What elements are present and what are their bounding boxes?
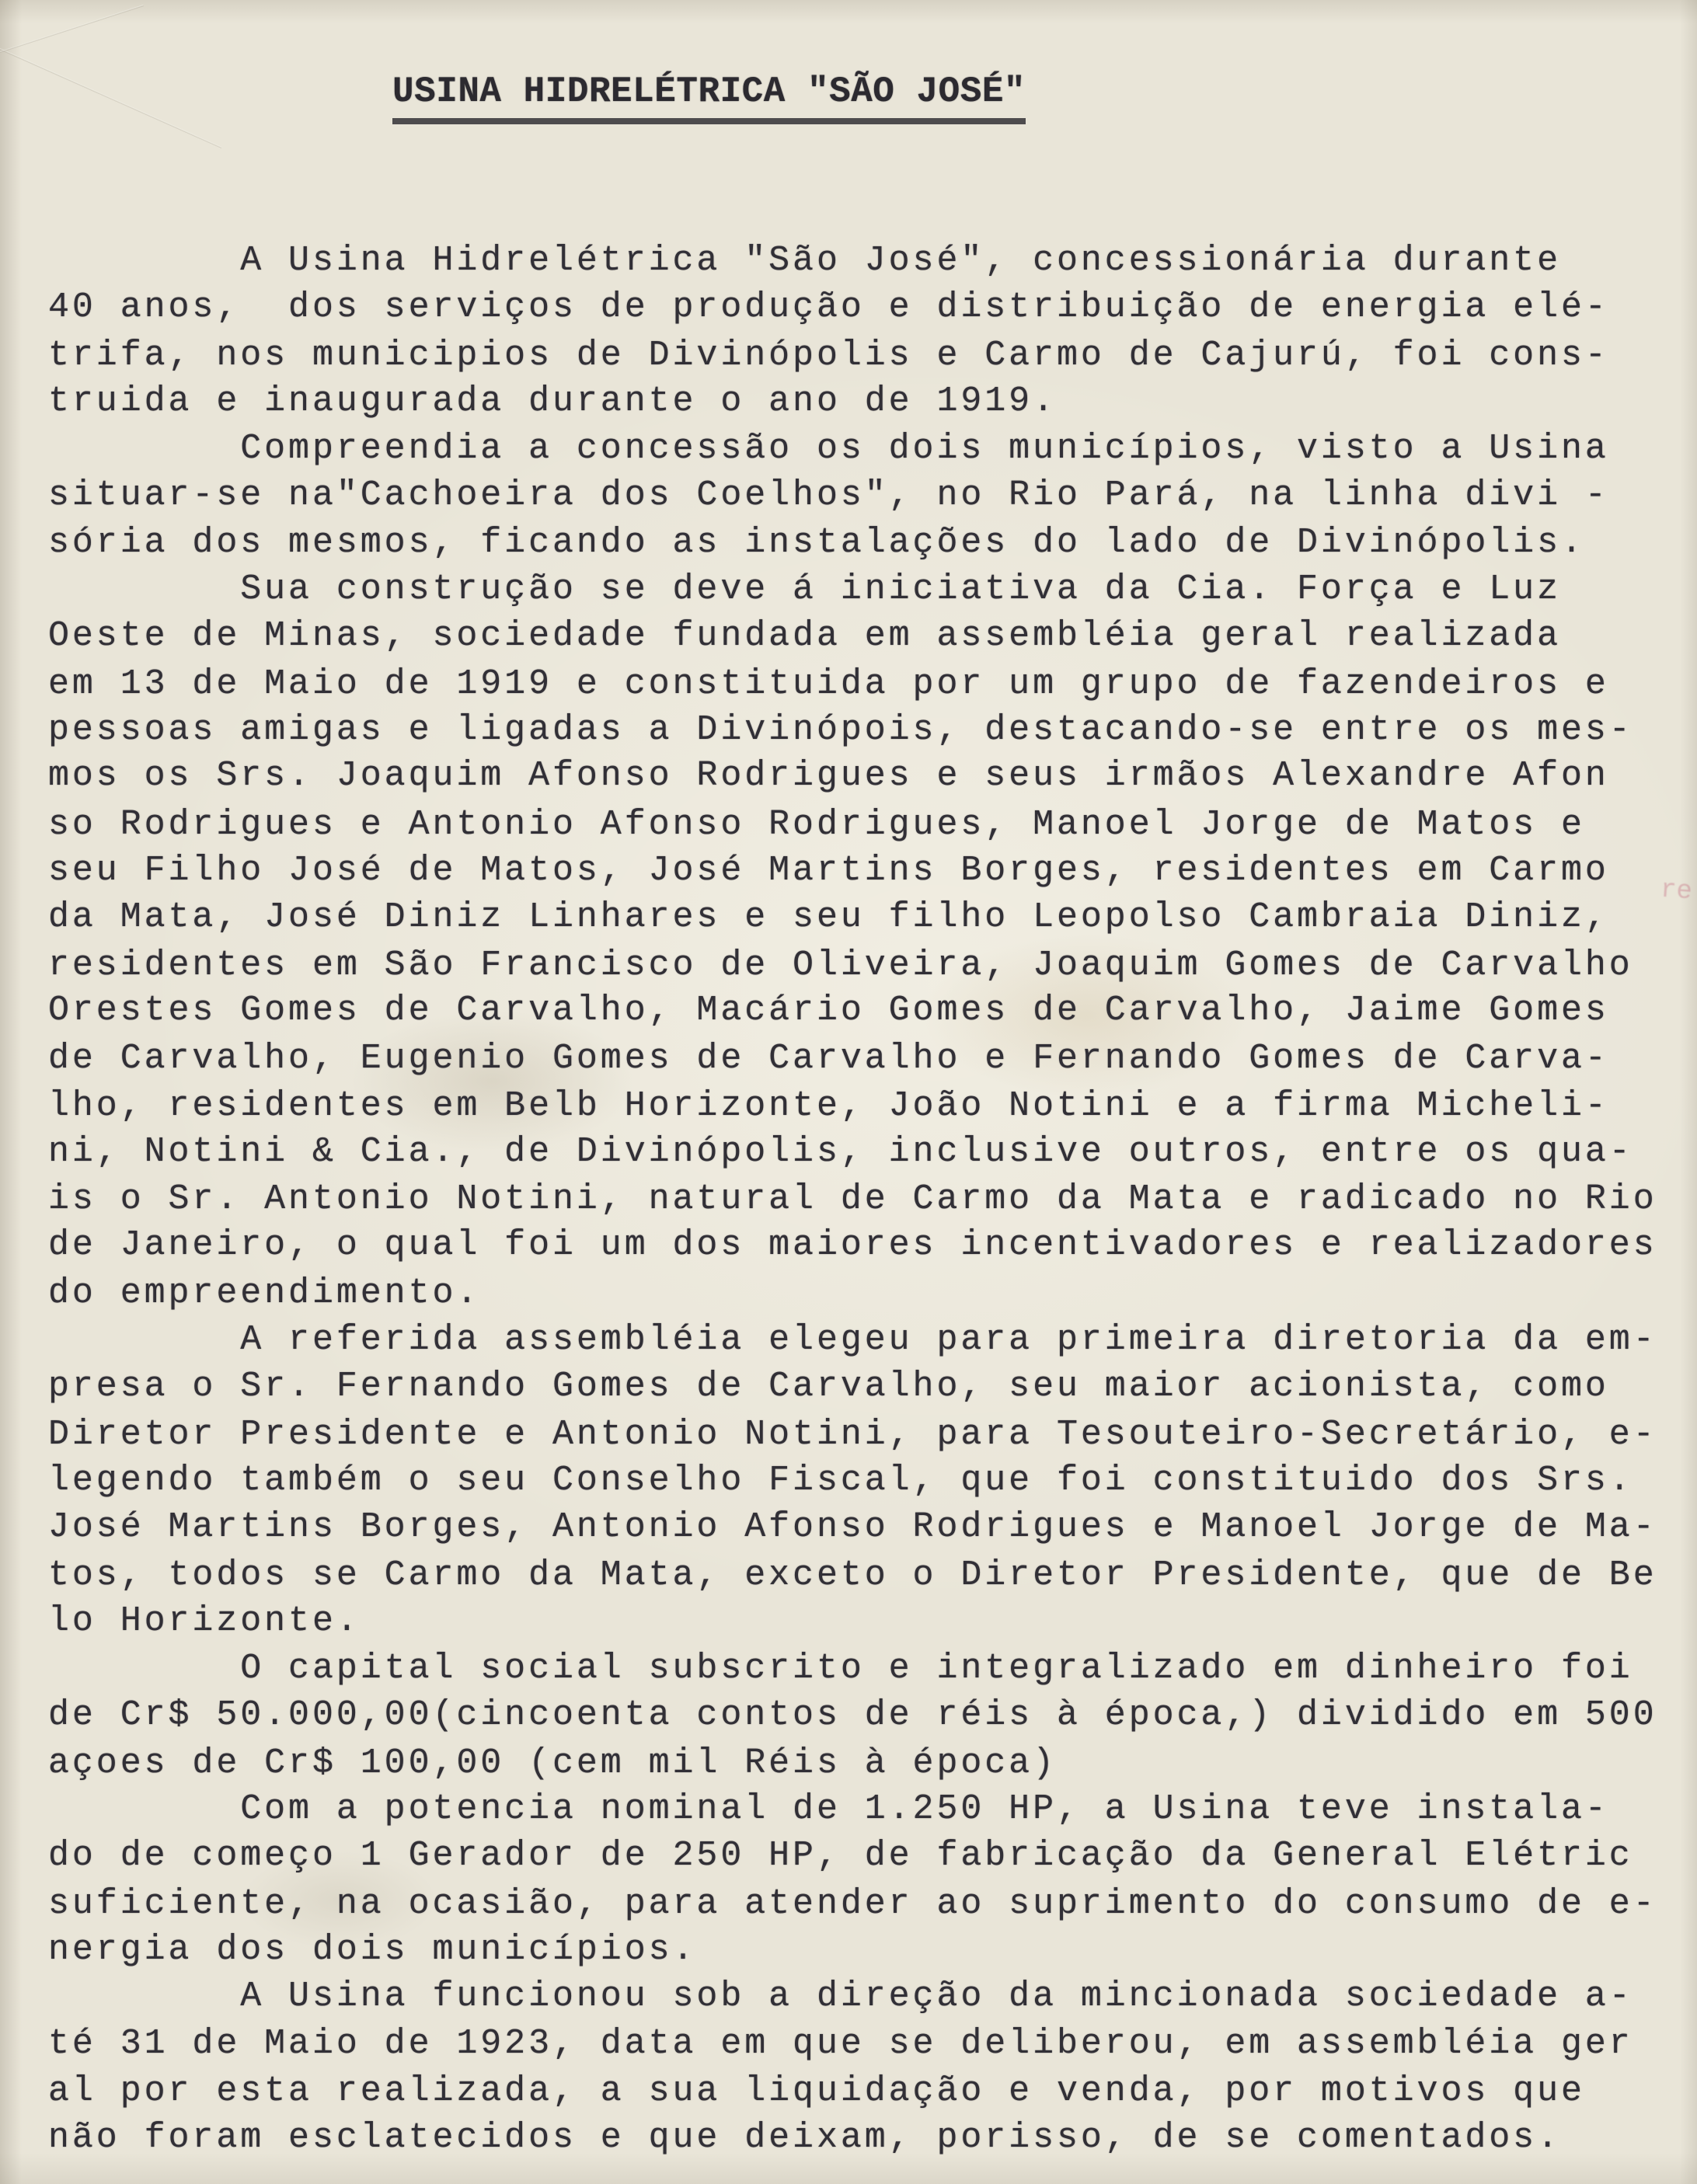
document-title: USINA HIDRELÉTRICA "SÃO JOSÉ" [392, 71, 1026, 124]
typed-line: tos, todos se Carmo da Mata, exceto o Diretor Presidente, que de Be [48, 1555, 1657, 1595]
paragraph [48, 1973, 1657, 2161]
typed-line: al por esta realizada, a sua liquidação e venda, por motivos que [48, 2071, 1585, 2112]
typed-line: de Carvalho, Eugenio Gomes de Carvalho e Fernando Gomes de Carva- [48, 1038, 1609, 1078]
faint-margin-mark: re [1659, 875, 1694, 907]
typed-line: so Rodrigues e Antonio Afonso Rodrigues, Manoel Jorge de Matos e [48, 804, 1585, 845]
typed-line: em 13 de Maio de 1919 e constituida por um grupo de fazendeiros e [48, 664, 1609, 704]
typed-line: presa o Sr. Fernando Gomes de Carvalho, seu maior acionista, como [48, 1367, 1609, 1407]
typed-line: sória dos mesmos, ficando as instalações do lado de Divinópolis. [48, 523, 1585, 563]
typed-line: Com a potencia nominal de 1.250 HP, a Usina teve instala- [48, 1789, 1609, 1829]
paragraph [48, 566, 1657, 1317]
paragraph [48, 426, 1657, 566]
typed-line: A referida assembléia elegeu para primeira diretoria da em- [48, 1319, 1657, 1360]
typed-line: A Usina funcionou sob a direção da mincionada sociedade a- [48, 1977, 1633, 2017]
typed-line: lho, residentes em Belb Horizonte, João Notini e a firma Micheli- [48, 1086, 1609, 1127]
typed-line: do empreendimento. [48, 1273, 481, 1313]
typed-line: situar-se na"Cachoeira dos Coelhos", no Rio Pará, na linha divi - [48, 475, 1609, 515]
paragraph [48, 1786, 1657, 1974]
paper-crease [0, 40, 222, 148]
typed-line: Oeste de Minas, sociedade fundada em assembléia geral realizada [48, 616, 1561, 657]
typed-line: pessoas amigas e ligadas a Divinópois, destacando-se entre os mes- [48, 709, 1633, 750]
typed-line: suficiente, na ocasião, para atender ao suprimento do consumo de e- [48, 1883, 1657, 1924]
typed-line: mos os Srs. Joaquim Afonso Rodrigues e seus irmãos Alexandre Afon [48, 756, 1609, 796]
typed-line: Orestes Gomes de Carvalho, Macário Gomes de Carvalho, Jaime Gomes [48, 991, 1609, 1031]
typed-line: de Cr$ 50.000,00(cincoenta contos de réis à época,) dividido em 500 [48, 1695, 1657, 1736]
typed-line: Diretor Presidente e Antonio Notini, para Tesouteiro-Secretário, e- [48, 1414, 1657, 1454]
paragraph [48, 1317, 1657, 1646]
typed-line: ni, Notini & Cia., de Divinópolis, inclusive outros, entre os qua- [48, 1132, 1633, 1172]
paper-crease [0, 5, 144, 59]
typed-line: lo Horizonte. [48, 1601, 361, 1642]
paragraph [48, 238, 1657, 426]
typed-line: 40 anos, dos serviços de produção e distribuição de energia elé- [48, 287, 1609, 328]
typed-line: residentes em São Francisco de Oliveira, Joaquim Gomes de Carvalho [48, 945, 1633, 985]
typed-line: is o Sr. Antonio Notini, natural de Carmo da Mata e radicado no Rio [48, 1179, 1657, 1219]
typed-line: té 31 de Maio de 1923, data em que se deliberou, em assembléia ger [48, 2023, 1633, 2064]
typed-line: de Janeiro, o qual foi um dos maiores incentivadores e realizadores [48, 1225, 1657, 1266]
typed-line: truida e inaugurada durante o ano de 1919. [48, 381, 1057, 422]
typed-line: Compreendia a concessão os dois municípios, visto a Usina [48, 428, 1609, 468]
typed-line: A Usina Hidrelétrica "São José", concessionária durante [48, 241, 1561, 280]
typed-line: da Mata, José Diniz Linhares e seu filho Leopolso Cambraia Diniz, [48, 897, 1609, 938]
typed-line: seu Filho José de Matos, José Martins Borges, residentes em Carmo [48, 851, 1609, 891]
typed-line: Sua construção se deve á iniciativa da Cia. Força e Luz [48, 569, 1561, 609]
typed-line: O capital social subscrito e integralizado em dinheiro foi [48, 1648, 1633, 1688]
typed-line: trifa, nos municipios de Divinópolis e Carmo de Cajurú, foi cons- [48, 335, 1609, 375]
typed-line: legendo também o seu Conselho Fiscal, que foi constituido dos Srs. [48, 1461, 1633, 1501]
typed-line: do de começo 1 Gerador de 250 HP, de fabricação da General Elétric [48, 1836, 1633, 1876]
typed-line: não foram esclatecidos e que deixam, porisso, de se comentados. [48, 2117, 1561, 2158]
paragraph [48, 1646, 1657, 1786]
typed-line: açoes de Cr$ 100,00 (cem mil Réis à época) [48, 1743, 1057, 1783]
typed-line: José Martins Borges, Antonio Afonso Rodrigues e Manoel Jorge de Ma- [48, 1507, 1657, 1547]
typed-line: nergia dos dois municípios. [48, 1930, 697, 1970]
document-body [48, 238, 1657, 2161]
